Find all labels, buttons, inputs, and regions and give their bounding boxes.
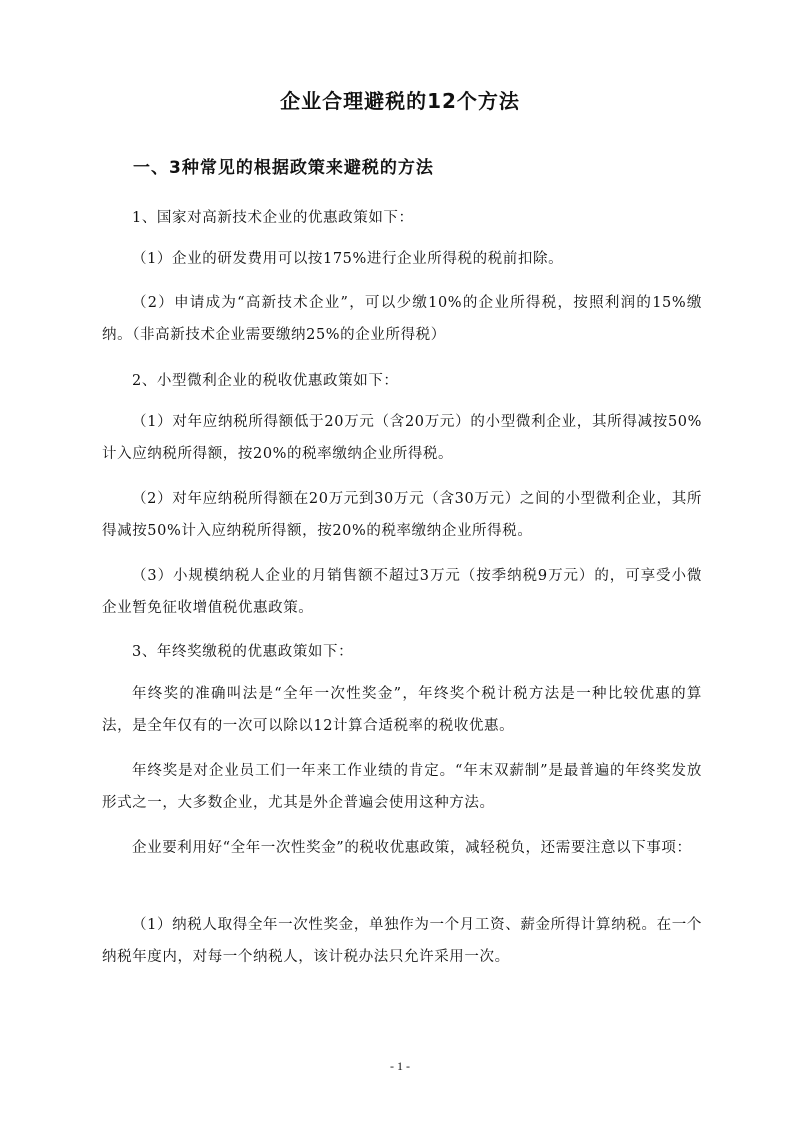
paragraph: 年终奖的准确叫法是“全年一次性奖金”，年终奖个税计税方法是一种比较优惠的算法，是全年仅有的一次可以除以12计算合适税率的税收优惠。 <box>102 686 702 734</box>
paragraph: （2）申请成为“高新技术企业”，可以少缴10%的企业所得税，按照利润的15%缴纳。（非高新技术企业需要缴纳25%的企业所得税） <box>102 295 702 343</box>
paragraph: （1）企业的研发费用可以按175%进行企业所得税的税前扣除。 <box>132 251 564 267</box>
paragraph: 3、年终奖缴税的优惠政策如下： <box>132 644 354 660</box>
paragraph: 1、国家对高新技术企业的优惠政策如下： <box>132 210 414 226</box>
paragraph: 2、小型微利企业的税收优惠政策如下： <box>132 373 399 389</box>
document-title: 企业合理避税的12个方法 <box>280 89 520 113</box>
paragraph: （2）对年应纳税所得额在20万元到30万元（含30万元）之间的小型微利企业，其所得减按50%计入应纳税所得额，按20%的税率缴纳企业所得税。 <box>102 491 702 539</box>
paragraph: （1）纳税人取得全年一次性奖金，单独作为一个月工资、薪金所得计算纳税。在一个纳税年度内，对每一个纳税人，该计税办法只允许采用一次。 <box>102 917 702 965</box>
paragraph: 企业要利用好“全年一次性奖金”的税收优惠政策，减轻税负，还需要注意以下事项： <box>132 840 692 856</box>
paragraph: （1）对年应纳税所得额低于20万元（含20万元）的小型微利企业，其所得减按50%计入应纳税所得额，按20%的税率缴纳企业所得税。 <box>102 414 702 462</box>
section-heading: 一、3种常见的根据政策来避税的方法 <box>133 158 434 178</box>
page-number: - 1 - <box>390 1059 410 1073</box>
paragraph: 年终奖是对企业员工们一年来工作业绩的肯定。“年末双薪制”是最普遍的年终奖发放形式之一，大多数企业，尤其是外企普遍会使用这种方法。 <box>102 763 702 811</box>
paragraph: （3）小规模纳税人企业的月销售额不超过3万元（按季纳税9万元）的，可享受小微企业暂免征收增值税优惠政策。 <box>102 568 702 616</box>
